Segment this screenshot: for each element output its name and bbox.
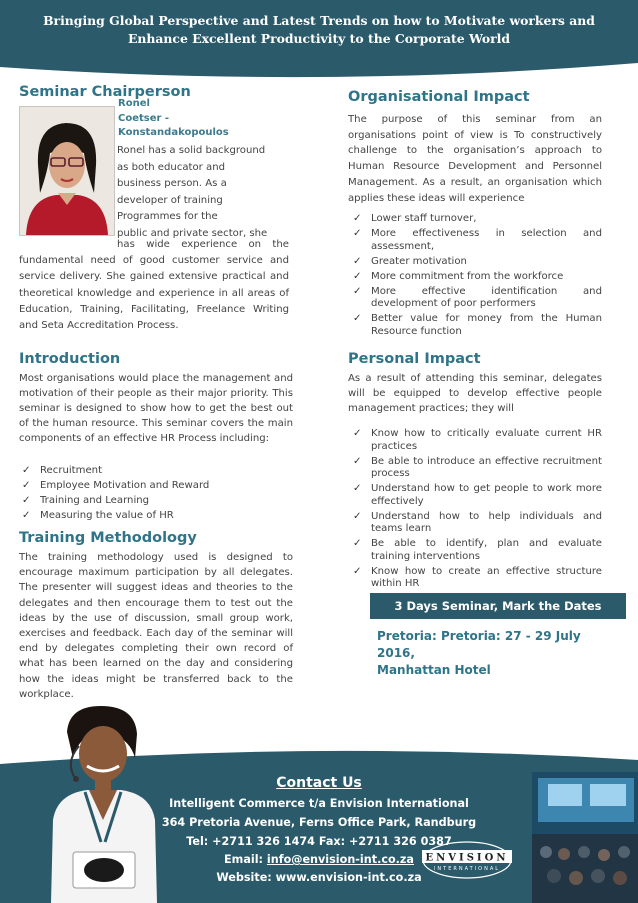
logo-word: ENVISION	[425, 852, 509, 864]
list-item: ✓ Lower staff turnover,	[353, 213, 477, 224]
personal-impact-heading: Personal Impact	[348, 351, 481, 367]
chair-bio-top	[117, 143, 293, 243]
header-banner	[0, 0, 638, 62]
check-icon: ✓	[353, 538, 362, 549]
list-item: ✓ Be able to identify, plan and evaluate training interventions	[353, 538, 602, 562]
seminar-dates	[377, 628, 617, 679]
bio-line: as both educator and	[117, 161, 226, 173]
list-item: ✓ Understand how to help individuals and teams learn	[353, 510, 602, 534]
introduction-list	[19, 465, 289, 525]
list-item: ✓ More effectiveness in selection and assessment,	[353, 228, 602, 252]
header-title: Bringing Global Perspective and Latest Trends on how to Motivate workers and Enhance Excellent Productivity to the Corporate World	[43, 13, 595, 46]
contact-heading: Contact Us	[276, 775, 362, 791]
website-line[interactable]: Website: www.envision-int.co.za	[216, 871, 422, 884]
chair-name-line: Konstandakopoulos	[118, 127, 229, 138]
header-curve	[0, 55, 638, 85]
check-icon: ✓	[353, 313, 362, 324]
bio-line: business person. As a	[117, 178, 227, 190]
check-icon: ✓	[353, 483, 362, 494]
list-item: ✓ More commitment from the workforce	[353, 270, 564, 282]
check-icon: ✓	[353, 455, 362, 467]
email-line: Email: info@envision-int.co.za	[224, 853, 414, 866]
check-icon: ✓	[353, 270, 362, 282]
venue-line: Manhattan Hotel	[377, 663, 491, 677]
logo-sub: INTERNATIONAL	[433, 866, 501, 872]
check-icon: ✓	[22, 495, 31, 506]
list-item: ✓ Training and Learning	[22, 495, 150, 506]
list-item: ✓ Greater motivation	[353, 255, 467, 267]
chair-name-line: Ronel	[118, 98, 150, 109]
check-icon: ✓	[353, 285, 362, 297]
check-icon: ✓	[353, 255, 362, 267]
phone-fax: Tel: +2711 326 1474 Fax: +2711 326 0387	[186, 835, 452, 848]
company-address: 364 Pretoria Avenue, Ferns Office Park, Randburg	[161, 816, 477, 829]
seminar-dates-band: 3 Days Seminar, Mark the Dates	[370, 593, 626, 619]
methodology-text: The training methodology used is designed to encourage maximum participation by all delegates. The presenter will suggest ideas and theories to the delegates and then encourage them to test out the ideas by the use of discussion, small group work, exercises and feedback. Each day of the seminar will end by delegates completing their own record of what has been learned on the day and considering how the ideas might be transferred back to the workplace.	[19, 552, 293, 700]
bio-line: public and private sector, she	[117, 227, 268, 239]
envision-logo	[418, 840, 516, 880]
personal-impact-list	[350, 428, 602, 593]
check-icon: ✓	[353, 510, 362, 522]
check-icon: ✓	[22, 480, 31, 491]
check-icon: ✓	[353, 228, 362, 239]
chair-bio-rest: has wide experience on the fundamental need of good customer service and service delivery. She gained extensive practical and theoretical knowledge and experience in all areas of Education, Training, Facilitating, Freelance Writing and Seta Accreditation Process.	[19, 239, 289, 332]
list-item: ✓ Understand how to get people to work more effectively	[353, 483, 602, 507]
list-item: ✓ Recruitment	[22, 465, 103, 476]
chairperson-name	[118, 97, 229, 141]
check-icon: ✓	[22, 465, 31, 476]
list-item: ✓ Be able to introduce an effective recruitment process	[353, 455, 602, 479]
chairperson-photo	[19, 106, 115, 236]
chair-name-line: Coetser -	[118, 112, 170, 124]
introduction-heading: Introduction	[19, 351, 121, 367]
list-item: ✓ Know how to critically evaluate current HR practices	[353, 428, 602, 452]
email-link[interactable]: info@envision-int.co.za	[266, 853, 414, 866]
personal-impact-text: As a result of attending this seminar, delegates will be equipped to develop effective people management practices; they will	[348, 373, 602, 414]
org-impact-text: The purpose of this seminar from an organisations point of view is To constructively challenge to the organisation’s approach to Human Resource Development and Personnel Management. As a result, an organisation which applies these ideas will experience	[348, 114, 602, 204]
list-item: ✓ Measuring the value of HR	[22, 510, 174, 521]
list-item: ✓ More effective identification and development of poor performers	[353, 285, 602, 309]
check-icon: ✓	[353, 213, 362, 224]
check-icon: ✓	[22, 510, 31, 521]
check-icon: ✓	[353, 565, 362, 577]
org-impact-list	[350, 213, 602, 341]
org-impact-heading: Organisational Impact	[348, 89, 530, 105]
chair-heading: Seminar Chairperson	[19, 84, 191, 100]
bio-line: developer of training	[117, 194, 223, 206]
bio-line: Programmes for the	[117, 211, 218, 223]
list-item: ✓ Employee Motivation and Reward	[22, 480, 210, 491]
methodology-heading: Training Methodology	[19, 530, 197, 546]
introduction-text: Most organisations would place the management and motivation of their people as their major priority. This seminar is designed to show how to get the best out of the human resource. This seminar covers the main components of an effective HR Process including:	[19, 373, 293, 444]
bio-line: Ronel has a solid background	[117, 145, 266, 156]
company-name: Intelligent Commerce t/a Envision International	[169, 797, 469, 810]
list-item: ✓ Better value for money from the Human Resource function	[353, 313, 602, 337]
check-icon: ✓	[353, 428, 362, 439]
dates-line: Pretoria: Pretoria: 27 - 29 July 2016,	[377, 629, 581, 660]
list-item: ✓ Know how to create an effective structure within HR	[353, 565, 602, 589]
